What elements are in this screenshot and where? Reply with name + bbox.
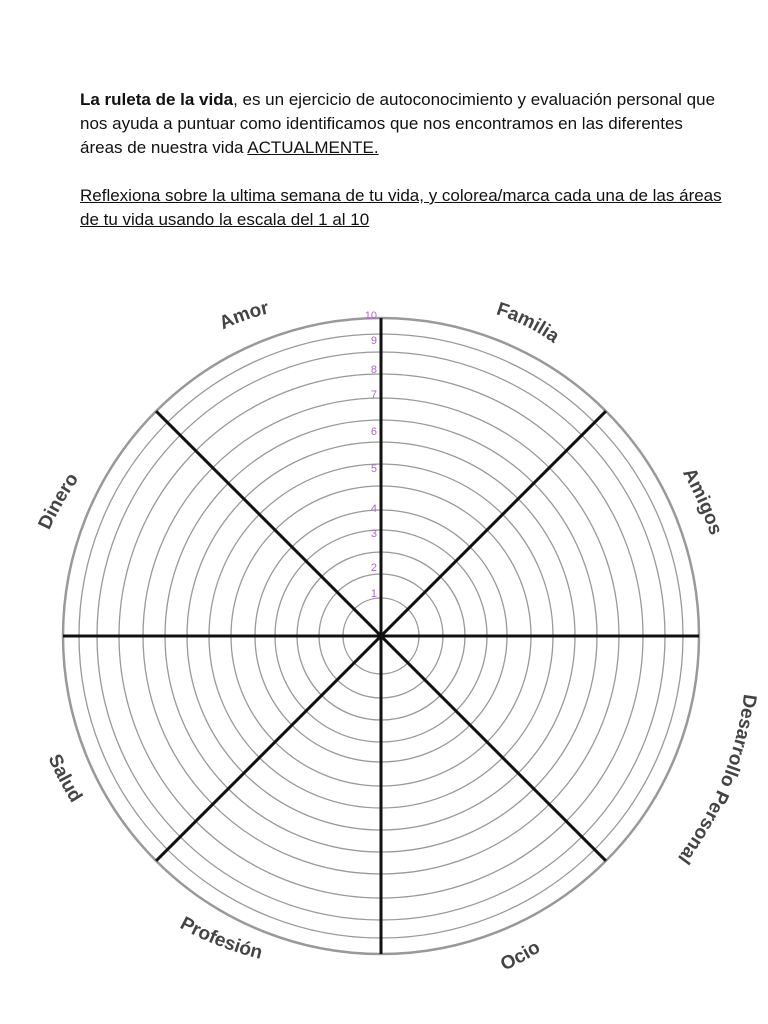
scale-number: 2 [370,562,377,574]
scale-number: 9 [370,335,377,347]
area-label: Dinero [34,469,84,533]
intro-instructions: Reflexiona sobre la ultima semana de tu vida, y colorea/marca cada una de las áreas de tu vida usando la escala del 1 al 10 [80,186,722,229]
scale-numbers [365,310,377,600]
scale-number: 4 [370,503,377,515]
scale-number: 7 [370,389,377,401]
scale-number: 5 [370,463,377,475]
area-label: Amor [216,297,271,335]
intro-title: La ruleta de la vida [80,90,234,109]
area-label: Profesión [176,913,265,964]
scale-number: 1 [370,588,377,600]
scale-number: 8 [370,364,377,376]
area-label: Desarrollo Personal [673,692,760,868]
scale-number: 10 [364,310,377,322]
intro-description: , es un ejercicio de autoconocimiento y evaluación personal que nos ayuda a puntuar como identificamos que nos encontramos en las diferentes áreas de nuestra vida [80,90,716,157]
area-label: Ocio [497,936,545,976]
intro-text [80,88,730,232]
scale-number: 6 [370,426,377,438]
intro-emphasis: ACTUALMENTE. [247,138,379,157]
area-label: Salud [43,751,86,807]
intro-paragraph-1 [80,88,730,160]
area-spokes [63,318,699,954]
scale-number: 3 [370,528,377,540]
area-label: Amigos [678,464,727,538]
area-label: Familia [493,298,563,348]
life-wheel [0,290,768,990]
